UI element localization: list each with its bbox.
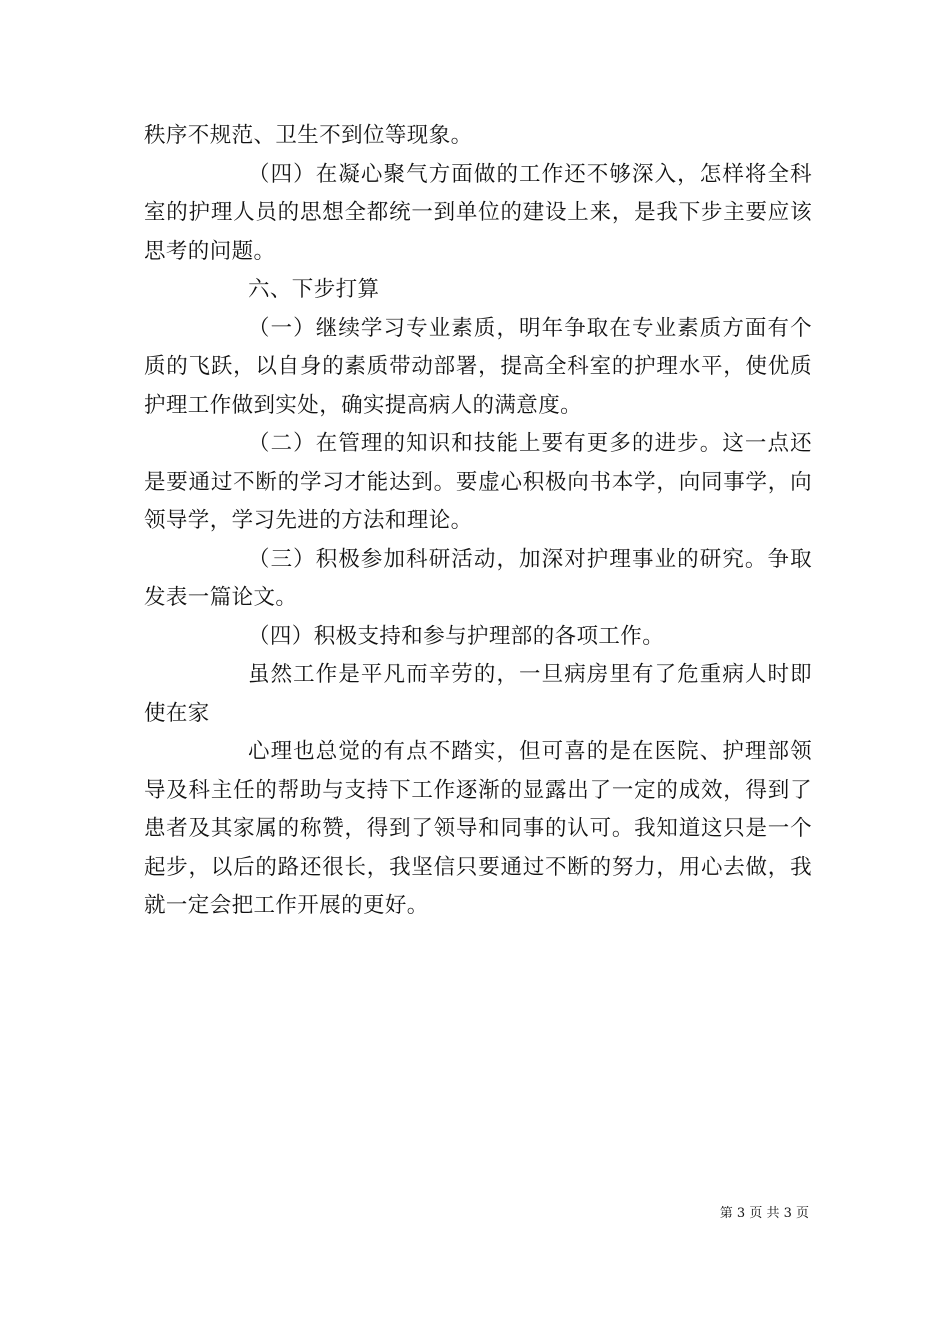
section-heading: 六、下步打算: [248, 277, 380, 302]
document-body: [144, 117, 812, 926]
page-number-footer: 第 3 页 共 3 页: [719, 1206, 809, 1221]
paragraph-1: （四）在凝心聚气方面做的工作还不够深入，怎样将全科室的护理人员的思想全都统一到单位的建设上来，是我下步主要应该思考的问题。: [144, 161, 812, 264]
paragraph-5: （三）积极参加科研活动，加深对护理事业的研究。争取发表一篇论文。: [144, 546, 812, 610]
paragraph-4: （二）在管理的知识和技能上要有更多的进步。这一点还是要通过不断的学习才能达到。要虚心积极向书本学，向同事学，向领导学，学习先进的方法和理论。: [144, 431, 812, 533]
paragraph-8: 心理也总觉的有点不踏实，但可喜的是在医院、护理部领导及科主任的帮助与支持下工作逐渐的显露出了一定的成效，得到了患者及其家属的称赞，得到了领导和同事的认可。我知道这只是一个起步，以后的路还很长，我坚信只要通过不断的努力，用心去做，我就一定会把工作开展的更好。: [144, 739, 812, 918]
paragraph-7: 虽然工作是平凡而辛劳的，一旦病房里有了危重病人时即使在家: [144, 662, 812, 726]
paragraph-3: （一）继续学习专业素质，明年争取在专业素质方面有个质的飞跃，以自身的素质带动部署，提高全科室的护理水平，使优质护理工作做到实处，确实提高病人的满意度。: [144, 315, 812, 418]
paragraph-0: 秩序不规范、卫生不到位等现象。: [144, 123, 473, 148]
paragraph-6: （四）积极支持和参与护理部的各项工作。: [248, 623, 665, 649]
